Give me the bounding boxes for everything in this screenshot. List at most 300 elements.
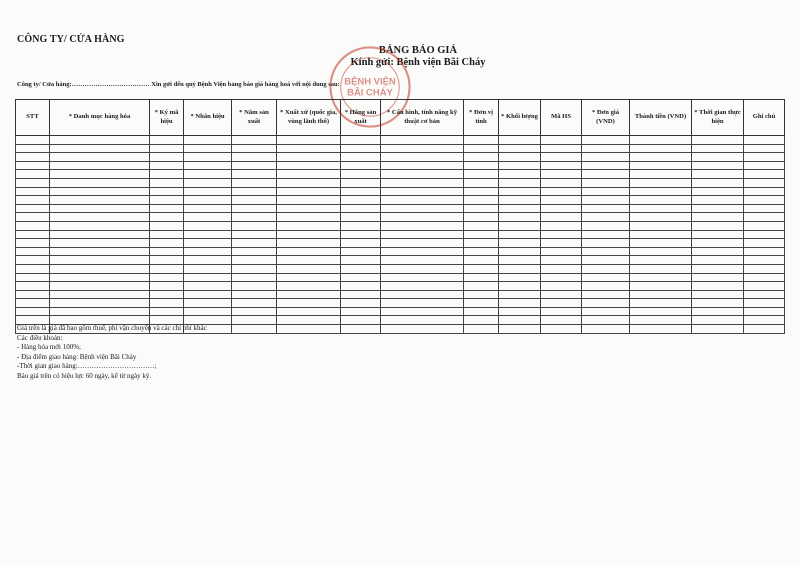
- table-cell: [692, 325, 744, 334]
- table-cell: [630, 256, 692, 265]
- document-title: BẢNG BÁO GIÁ: [378, 45, 458, 56]
- table-cell: [464, 264, 499, 273]
- table-cell: [16, 282, 50, 291]
- table-cell: [277, 247, 341, 256]
- table-cell: [582, 325, 630, 334]
- table-cell: [744, 221, 785, 230]
- table-cell: [184, 170, 232, 179]
- table-cell: [630, 230, 692, 239]
- table-cell: [499, 170, 541, 179]
- table-cell: [692, 153, 744, 162]
- table-cell: [150, 299, 184, 308]
- table-cell: [381, 204, 464, 213]
- table-cell: [16, 256, 50, 265]
- table-cell: [50, 170, 150, 179]
- table-cell: [744, 196, 785, 205]
- table-cell: [381, 213, 464, 222]
- table-cell: [277, 144, 341, 153]
- stamp-text-line1: BỆNH VIỆN: [344, 76, 396, 88]
- table-cell: [582, 264, 630, 273]
- table-cell: [277, 213, 341, 222]
- table-cell: [692, 170, 744, 179]
- table-cell: [341, 256, 381, 265]
- table-cell: [150, 144, 184, 153]
- column-header: * Ký mã hiệu: [150, 100, 184, 136]
- table-cell: [184, 256, 232, 265]
- table-cell: [277, 264, 341, 273]
- table-cell: [630, 290, 692, 299]
- table-cell: [232, 161, 277, 170]
- table-cell: [341, 178, 381, 187]
- table-cell: [16, 153, 50, 162]
- table-row: [16, 204, 785, 213]
- table-cell: [184, 290, 232, 299]
- table-cell: [341, 307, 381, 316]
- table-cell: [744, 213, 785, 222]
- table-cell: [381, 247, 464, 256]
- table-cell: [381, 144, 464, 153]
- table-cell: [16, 136, 50, 145]
- table-cell: [464, 153, 499, 162]
- table-cell: [50, 256, 150, 265]
- table-cell: [232, 204, 277, 213]
- table-cell: [381, 170, 464, 179]
- table-cell: [381, 187, 464, 196]
- table-cell: [232, 247, 277, 256]
- table-cell: [50, 273, 150, 282]
- table-cell: [277, 204, 341, 213]
- footer-line: Giá trên là giá đã bao gồm thuế, phí vận chuyển và các chi phí khác: [17, 324, 207, 332]
- table-cell: [630, 273, 692, 282]
- table-cell: [277, 221, 341, 230]
- table-cell: [150, 161, 184, 170]
- column-header: Thành tiền (VND): [630, 100, 692, 136]
- table-cell: [277, 187, 341, 196]
- intro-text: Công ty/ Cửa hàng:……………………………… Xin gửi đến quý Bệnh Viện bảng báo giá hàng hoá với nội dung sau:: [17, 81, 340, 88]
- table-cell: [381, 230, 464, 239]
- table-cell: [464, 247, 499, 256]
- table-cell: [464, 221, 499, 230]
- table-cell: [582, 178, 630, 187]
- table-cell: [277, 325, 341, 334]
- table-cell: [744, 247, 785, 256]
- table-cell: [341, 230, 381, 239]
- table-cell: [541, 196, 582, 205]
- table-cell: [150, 178, 184, 187]
- table-cell: [232, 136, 277, 145]
- table-cell: [341, 325, 381, 334]
- table-cell: [381, 161, 464, 170]
- table-cell: [630, 196, 692, 205]
- table-cell: [541, 187, 582, 196]
- table-cell: [464, 196, 499, 205]
- table-cell: [541, 290, 582, 299]
- table-row: [16, 273, 785, 282]
- table-row: [16, 239, 785, 248]
- table-cell: [150, 170, 184, 179]
- table-cell: [232, 144, 277, 153]
- table-row: [16, 161, 785, 170]
- table-cell: [381, 325, 464, 334]
- table-cell: [464, 187, 499, 196]
- table-cell: [630, 178, 692, 187]
- table-cell: [381, 256, 464, 265]
- table-cell: [582, 144, 630, 153]
- quotation-table: [15, 99, 785, 334]
- table-cell: [381, 178, 464, 187]
- table-cell: [50, 247, 150, 256]
- column-header: * Danh mục hàng hóa: [50, 100, 150, 136]
- table-cell: [381, 299, 464, 308]
- column-header: * Hãng sản xuất: [341, 100, 381, 136]
- table-row: [16, 178, 785, 187]
- table-cell: [232, 170, 277, 179]
- table-cell: [541, 161, 582, 170]
- table-cell: [50, 307, 150, 316]
- table-cell: [184, 299, 232, 308]
- column-header: * Nhãn hiệu: [184, 100, 232, 136]
- table-cell: [277, 170, 341, 179]
- table-cell: [499, 282, 541, 291]
- table-cell: [582, 153, 630, 162]
- table-cell: [744, 144, 785, 153]
- table-cell: [464, 299, 499, 308]
- table-cell: [232, 221, 277, 230]
- table-cell: [50, 178, 150, 187]
- table-cell: [692, 282, 744, 291]
- table-row: [16, 264, 785, 273]
- table-cell: [277, 136, 341, 145]
- table-cell: [277, 230, 341, 239]
- table-cell: [464, 239, 499, 248]
- table-cell: [232, 153, 277, 162]
- table-cell: [381, 136, 464, 145]
- table-cell: [744, 256, 785, 265]
- table-cell: [582, 316, 630, 325]
- table-cell: [582, 170, 630, 179]
- table-cell: [16, 144, 50, 153]
- table-cell: [630, 264, 692, 273]
- table-cell: [150, 273, 184, 282]
- column-header: * Khối lượng: [499, 100, 541, 136]
- table-cell: [50, 161, 150, 170]
- table-cell: [277, 273, 341, 282]
- table-cell: [744, 299, 785, 308]
- table-cell: [184, 264, 232, 273]
- table-cell: [232, 264, 277, 273]
- table-cell: [184, 144, 232, 153]
- table-cell: [232, 273, 277, 282]
- table-cell: [582, 230, 630, 239]
- table-cell: [16, 239, 50, 248]
- table-cell: [381, 316, 464, 325]
- table-cell: [541, 325, 582, 334]
- table-cell: [582, 204, 630, 213]
- table-cell: [499, 273, 541, 282]
- table-cell: [464, 136, 499, 145]
- table-cell: [381, 264, 464, 273]
- table-cell: [16, 299, 50, 308]
- table-cell: [50, 144, 150, 153]
- table-cell: [582, 273, 630, 282]
- table-cell: [150, 187, 184, 196]
- table-cell: [582, 282, 630, 291]
- table-cell: [184, 136, 232, 145]
- table-row: [16, 299, 785, 308]
- table-cell: [464, 144, 499, 153]
- table-cell: [464, 170, 499, 179]
- footer-line: Báo giá trên có hiệu lực 60 ngày, kể từ ngày ký.: [17, 371, 152, 380]
- table-cell: [744, 290, 785, 299]
- table-cell: [381, 307, 464, 316]
- table-cell: [499, 264, 541, 273]
- table-cell: [692, 196, 744, 205]
- table-cell: [184, 282, 232, 291]
- table-cell: [541, 273, 582, 282]
- table-cell: [50, 282, 150, 291]
- table-cell: [277, 239, 341, 248]
- table-cell: [582, 299, 630, 308]
- table-cell: [184, 178, 232, 187]
- table-cell: [381, 196, 464, 205]
- table-cell: [341, 144, 381, 153]
- table-cell: [464, 178, 499, 187]
- table-cell: [692, 136, 744, 145]
- table-cell: [630, 144, 692, 153]
- table-cell: [464, 282, 499, 291]
- table-cell: [630, 325, 692, 334]
- table-cell: [184, 213, 232, 222]
- table-cell: [150, 204, 184, 213]
- table-cell: [277, 178, 341, 187]
- table-cell: [232, 196, 277, 205]
- table-cell: [541, 230, 582, 239]
- table-cell: [582, 247, 630, 256]
- table-cell: [464, 316, 499, 325]
- table-cell: [499, 290, 541, 299]
- table-cell: [692, 264, 744, 273]
- table-cell: [184, 204, 232, 213]
- table-cell: [744, 273, 785, 282]
- footer-line: Các điều khoản:: [17, 333, 63, 342]
- table-cell: [16, 247, 50, 256]
- table-cell: [16, 221, 50, 230]
- table-cell: [464, 307, 499, 316]
- table-cell: [582, 239, 630, 248]
- table-cell: [692, 256, 744, 265]
- table-cell: [232, 290, 277, 299]
- table-row: [16, 256, 785, 265]
- table-cell: [464, 161, 499, 170]
- table-cell: [499, 307, 541, 316]
- table-cell: [341, 204, 381, 213]
- table-cell: [232, 299, 277, 308]
- column-header: * Thời gian thực hiện: [692, 100, 744, 136]
- table-cell: [499, 247, 541, 256]
- table-cell: [16, 204, 50, 213]
- table-cell: [381, 221, 464, 230]
- table-cell: [184, 307, 232, 316]
- table-cell: [16, 264, 50, 273]
- table-cell: [341, 290, 381, 299]
- table-body: [16, 136, 785, 334]
- recipient-line: Kính gửi: Bệnh viện Bãi Cháy: [350, 57, 486, 68]
- table-cell: [16, 170, 50, 179]
- table-cell: [232, 282, 277, 291]
- table-cell: [744, 204, 785, 213]
- table-cell: [499, 161, 541, 170]
- table-cell: [692, 178, 744, 187]
- table-cell: [184, 161, 232, 170]
- column-header: * Cấu hình, tính năng kỹ thuật cơ bản: [381, 100, 464, 136]
- table-cell: [381, 239, 464, 248]
- table-cell: [692, 299, 744, 308]
- table-cell: [499, 204, 541, 213]
- table-cell: [277, 307, 341, 316]
- table-cell: [381, 282, 464, 291]
- table-cell: [541, 299, 582, 308]
- table-cell: [744, 136, 785, 145]
- table-cell: [277, 153, 341, 162]
- table-cell: [50, 290, 150, 299]
- table-cell: [692, 213, 744, 222]
- table-cell: [150, 136, 184, 145]
- table-cell: [630, 204, 692, 213]
- table-row: [16, 221, 785, 230]
- table-row: [16, 213, 785, 222]
- table-cell: [582, 256, 630, 265]
- table-cell: [232, 256, 277, 265]
- table-cell: [150, 290, 184, 299]
- table-cell: [692, 247, 744, 256]
- table-cell: [541, 144, 582, 153]
- table-cell: [232, 239, 277, 248]
- table-cell: [499, 239, 541, 248]
- table-cell: [232, 325, 277, 334]
- table-row: [16, 144, 785, 153]
- table-cell: [582, 161, 630, 170]
- table-cell: [744, 325, 785, 334]
- table-cell: [341, 161, 381, 170]
- column-header: * Đơn giá (VND): [582, 100, 630, 136]
- table-cell: [341, 247, 381, 256]
- table-cell: [341, 187, 381, 196]
- table-cell: [341, 273, 381, 282]
- table-cell: [744, 230, 785, 239]
- table-cell: [50, 213, 150, 222]
- table-cell: [184, 221, 232, 230]
- table-row: [16, 187, 785, 196]
- table-cell: [232, 230, 277, 239]
- table-cell: [744, 316, 785, 325]
- table-cell: [582, 307, 630, 316]
- table-cell: [277, 299, 341, 308]
- table-cell: [499, 178, 541, 187]
- table-cell: [150, 282, 184, 291]
- table-cell: [630, 221, 692, 230]
- table-cell: [50, 299, 150, 308]
- table-cell: [184, 153, 232, 162]
- table-cell: [50, 196, 150, 205]
- table-row: [16, 170, 785, 179]
- table-cell: [744, 153, 785, 162]
- table-cell: [341, 196, 381, 205]
- table-cell: [692, 316, 744, 325]
- table-cell: [499, 136, 541, 145]
- table-cell: [184, 187, 232, 196]
- table-cell: [16, 161, 50, 170]
- table-cell: [381, 273, 464, 282]
- table-cell: [630, 213, 692, 222]
- table-cell: [50, 187, 150, 196]
- table-cell: [464, 273, 499, 282]
- table-cell: [582, 221, 630, 230]
- table-cell: [341, 136, 381, 145]
- table-cell: [232, 316, 277, 325]
- table-cell: [692, 161, 744, 170]
- column-header: Mã HS: [541, 100, 582, 136]
- table-row: [16, 196, 785, 205]
- table-cell: [541, 316, 582, 325]
- table-cell: [16, 213, 50, 222]
- column-header: STT: [16, 100, 50, 136]
- stamp-text-line2: BÃI CHÁY: [347, 87, 393, 99]
- table-cell: [150, 230, 184, 239]
- table-cell: [150, 213, 184, 222]
- table-cell: [277, 282, 341, 291]
- table-cell: [541, 282, 582, 291]
- table-row: [16, 282, 785, 291]
- table-cell: [541, 153, 582, 162]
- table-cell: [341, 299, 381, 308]
- table-cell: [692, 239, 744, 248]
- table-cell: [499, 187, 541, 196]
- table-cell: [464, 213, 499, 222]
- column-header: * Năm sản xuất: [232, 100, 277, 136]
- table-cell: [744, 178, 785, 187]
- table-cell: [541, 307, 582, 316]
- table-cell: [341, 153, 381, 162]
- table-cell: [341, 282, 381, 291]
- table-cell: [150, 247, 184, 256]
- table-cell: [744, 239, 785, 248]
- table-cell: [341, 221, 381, 230]
- table-cell: [150, 307, 184, 316]
- table-cell: [541, 213, 582, 222]
- footer-notes: [17, 324, 207, 382]
- table-cell: [464, 204, 499, 213]
- table-cell: [692, 230, 744, 239]
- table-cell: [499, 256, 541, 265]
- column-header: Ghi chú: [744, 100, 785, 136]
- table-cell: [582, 187, 630, 196]
- table-cell: [744, 307, 785, 316]
- table-cell: [341, 213, 381, 222]
- table-header-row: [16, 100, 785, 136]
- table-cell: [277, 196, 341, 205]
- table-cell: [16, 290, 50, 299]
- table-cell: [744, 170, 785, 179]
- table-cell: [381, 290, 464, 299]
- table-cell: [630, 239, 692, 248]
- table-cell: [630, 170, 692, 179]
- table-cell: [541, 221, 582, 230]
- table-cell: [341, 170, 381, 179]
- table-cell: [341, 264, 381, 273]
- table-cell: [341, 316, 381, 325]
- table-cell: [541, 170, 582, 179]
- table-cell: [541, 239, 582, 248]
